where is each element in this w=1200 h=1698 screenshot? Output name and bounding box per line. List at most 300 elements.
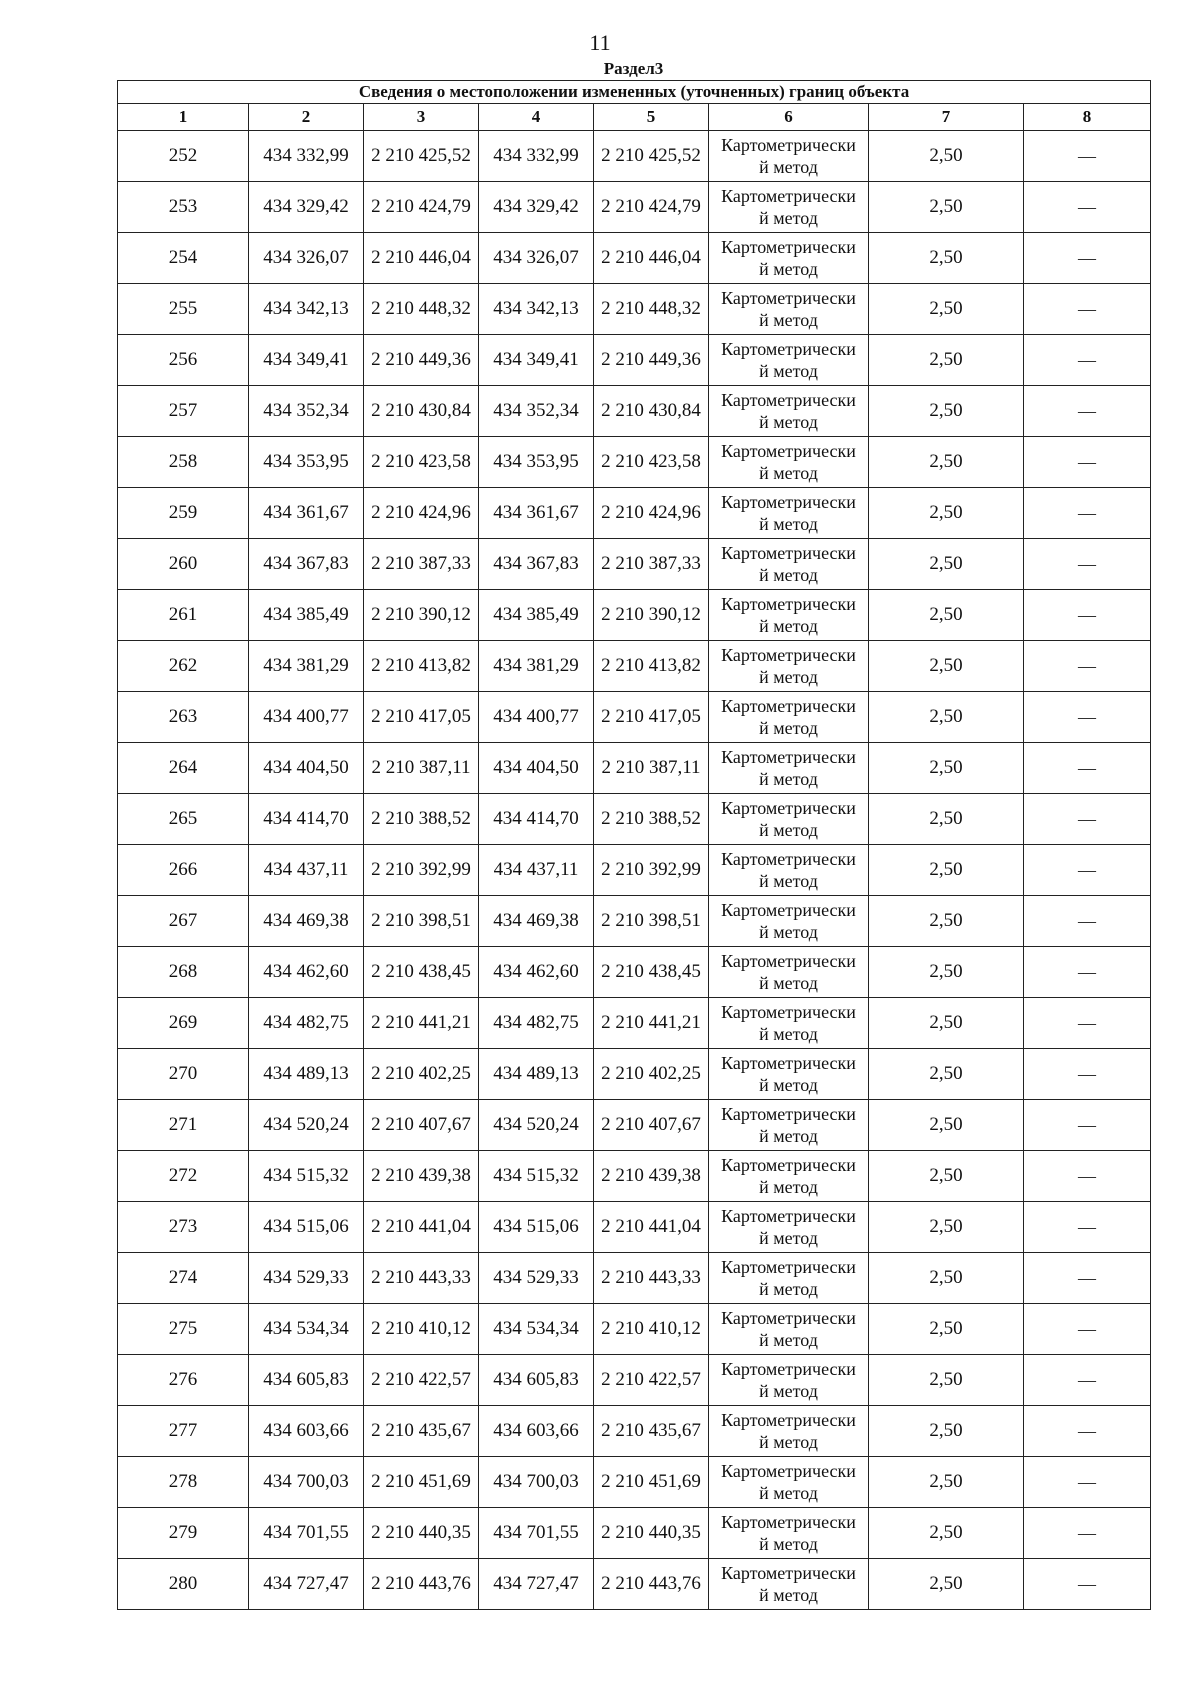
method-line-1: Картометрически xyxy=(721,288,856,308)
table-row xyxy=(118,131,1151,182)
refined-x: 434 529,33 xyxy=(479,1253,594,1304)
determination-method xyxy=(709,1253,869,1304)
column-number-row xyxy=(118,104,1151,131)
method-line-2: й метод xyxy=(759,1483,818,1503)
table-row xyxy=(118,947,1151,998)
refined-y: 2 210 439,38 xyxy=(594,1151,709,1202)
determination-method xyxy=(709,1049,869,1100)
method-line-2: й метод xyxy=(759,922,818,942)
point-number: 269 xyxy=(118,998,249,1049)
method-line-2: й метод xyxy=(759,310,818,330)
refined-x: 434 515,06 xyxy=(479,1202,594,1253)
refined-y: 2 210 424,96 xyxy=(594,488,709,539)
point-number: 276 xyxy=(118,1355,249,1406)
existing-y: 2 210 435,67 xyxy=(364,1406,479,1457)
description-empty: — xyxy=(1024,437,1151,488)
refined-x: 434 381,29 xyxy=(479,641,594,692)
refined-x: 434 605,83 xyxy=(479,1355,594,1406)
existing-x: 434 534,34 xyxy=(249,1304,364,1355)
point-number: 263 xyxy=(118,692,249,743)
refined-y: 2 210 449,36 xyxy=(594,335,709,386)
method-line-1: Картометрически xyxy=(721,1104,856,1124)
determination-method xyxy=(709,1559,869,1610)
description-empty: — xyxy=(1024,794,1151,845)
accuracy-value: 2,50 xyxy=(869,1508,1024,1559)
determination-method xyxy=(709,131,869,182)
description-empty: — xyxy=(1024,1253,1151,1304)
point-number: 270 xyxy=(118,1049,249,1100)
existing-y: 2 210 449,36 xyxy=(364,335,479,386)
point-number: 256 xyxy=(118,335,249,386)
method-line-2: й метод xyxy=(759,1534,818,1554)
table-row xyxy=(118,233,1151,284)
point-number: 277 xyxy=(118,1406,249,1457)
method-line-2: й метод xyxy=(759,1024,818,1044)
existing-x: 434 404,50 xyxy=(249,743,364,794)
method-line-2: й метод xyxy=(759,1432,818,1452)
accuracy-value: 2,50 xyxy=(869,1100,1024,1151)
accuracy-value: 2,50 xyxy=(869,743,1024,794)
point-number: 273 xyxy=(118,1202,249,1253)
refined-x: 434 353,95 xyxy=(479,437,594,488)
refined-x: 434 329,42 xyxy=(479,182,594,233)
existing-y: 2 210 448,32 xyxy=(364,284,479,335)
table-row xyxy=(118,1253,1151,1304)
existing-y: 2 210 440,35 xyxy=(364,1508,479,1559)
method-line-2: й метод xyxy=(759,667,818,687)
refined-y: 2 210 388,52 xyxy=(594,794,709,845)
method-line-1: Картометрически xyxy=(721,696,856,716)
method-line-1: Картометрически xyxy=(721,339,856,359)
point-number: 280 xyxy=(118,1559,249,1610)
accuracy-value: 2,50 xyxy=(869,998,1024,1049)
refined-y: 2 210 424,79 xyxy=(594,182,709,233)
method-line-2: й метод xyxy=(759,1126,818,1146)
determination-method xyxy=(709,182,869,233)
existing-x: 434 727,47 xyxy=(249,1559,364,1610)
table-row xyxy=(118,1508,1151,1559)
column-number-5: 5 xyxy=(594,104,709,131)
accuracy-value: 2,50 xyxy=(869,1559,1024,1610)
refined-x: 434 603,66 xyxy=(479,1406,594,1457)
method-line-1: Картометрически xyxy=(721,186,856,206)
accuracy-value: 2,50 xyxy=(869,794,1024,845)
accuracy-value: 2,50 xyxy=(869,947,1024,998)
accuracy-value: 2,50 xyxy=(869,641,1024,692)
refined-y: 2 210 422,57 xyxy=(594,1355,709,1406)
refined-x: 434 404,50 xyxy=(479,743,594,794)
existing-y: 2 210 441,04 xyxy=(364,1202,479,1253)
determination-method xyxy=(709,743,869,794)
method-line-2: й метод xyxy=(759,463,818,483)
accuracy-value: 2,50 xyxy=(869,386,1024,437)
point-number: 265 xyxy=(118,794,249,845)
existing-x: 434 603,66 xyxy=(249,1406,364,1457)
existing-y: 2 210 417,05 xyxy=(364,692,479,743)
refined-x: 434 342,13 xyxy=(479,284,594,335)
table-row xyxy=(118,1202,1151,1253)
point-number: 279 xyxy=(118,1508,249,1559)
refined-x: 434 400,77 xyxy=(479,692,594,743)
existing-y: 2 210 424,96 xyxy=(364,488,479,539)
refined-x: 434 361,67 xyxy=(479,488,594,539)
table-body xyxy=(118,131,1151,1610)
accuracy-value: 2,50 xyxy=(869,233,1024,284)
method-line-2: й метод xyxy=(759,1177,818,1197)
determination-method xyxy=(709,998,869,1049)
method-line-2: й метод xyxy=(759,820,818,840)
method-line-1: Картометрически xyxy=(721,441,856,461)
refined-x: 434 515,32 xyxy=(479,1151,594,1202)
boundary-coordinates-table xyxy=(117,80,1151,1610)
point-number: 255 xyxy=(118,284,249,335)
determination-method xyxy=(709,1100,869,1151)
table-row xyxy=(118,641,1151,692)
column-number-3: 3 xyxy=(364,104,479,131)
table-row xyxy=(118,1559,1151,1610)
determination-method xyxy=(709,845,869,896)
table-row xyxy=(118,896,1151,947)
existing-y: 2 210 430,84 xyxy=(364,386,479,437)
refined-x: 434 700,03 xyxy=(479,1457,594,1508)
method-line-2: й метод xyxy=(759,208,818,228)
point-number: 254 xyxy=(118,233,249,284)
method-line-1: Картометрически xyxy=(721,747,856,767)
point-number: 267 xyxy=(118,896,249,947)
description-empty: — xyxy=(1024,998,1151,1049)
point-number: 271 xyxy=(118,1100,249,1151)
method-line-1: Картометрически xyxy=(721,543,856,563)
existing-x: 434 414,70 xyxy=(249,794,364,845)
existing-y: 2 210 424,79 xyxy=(364,182,479,233)
existing-y: 2 210 439,38 xyxy=(364,1151,479,1202)
table-row xyxy=(118,284,1151,335)
refined-y: 2 210 398,51 xyxy=(594,896,709,947)
table-row xyxy=(118,1355,1151,1406)
table-row xyxy=(118,692,1151,743)
determination-method xyxy=(709,590,869,641)
accuracy-value: 2,50 xyxy=(869,1457,1024,1508)
existing-y: 2 210 443,33 xyxy=(364,1253,479,1304)
point-number: 260 xyxy=(118,539,249,590)
existing-y: 2 210 413,82 xyxy=(364,641,479,692)
description-empty: — xyxy=(1024,539,1151,590)
refined-y: 2 210 413,82 xyxy=(594,641,709,692)
method-line-1: Картометрически xyxy=(721,1206,856,1226)
existing-y: 2 210 438,45 xyxy=(364,947,479,998)
description-empty: — xyxy=(1024,131,1151,182)
existing-x: 434 361,67 xyxy=(249,488,364,539)
existing-x: 434 326,07 xyxy=(249,233,364,284)
point-number: 252 xyxy=(118,131,249,182)
description-empty: — xyxy=(1024,386,1151,437)
method-line-1: Картометрически xyxy=(721,390,856,410)
existing-x: 434 529,33 xyxy=(249,1253,364,1304)
determination-method xyxy=(709,692,869,743)
method-line-2: й метод xyxy=(759,1279,818,1299)
accuracy-value: 2,50 xyxy=(869,335,1024,386)
determination-method xyxy=(709,1355,869,1406)
method-line-2: й метод xyxy=(759,157,818,177)
existing-x: 434 701,55 xyxy=(249,1508,364,1559)
point-number: 253 xyxy=(118,182,249,233)
table-row xyxy=(118,1151,1151,1202)
existing-x: 434 605,83 xyxy=(249,1355,364,1406)
description-empty: — xyxy=(1024,896,1151,947)
method-line-2: й метод xyxy=(759,361,818,381)
determination-method xyxy=(709,233,869,284)
refined-x: 434 414,70 xyxy=(479,794,594,845)
existing-x: 434 385,49 xyxy=(249,590,364,641)
point-number: 258 xyxy=(118,437,249,488)
existing-y: 2 210 451,69 xyxy=(364,1457,479,1508)
description-empty: — xyxy=(1024,1355,1151,1406)
determination-method xyxy=(709,1406,869,1457)
description-empty: — xyxy=(1024,1406,1151,1457)
column-number-1: 1 xyxy=(118,104,249,131)
refined-x: 434 469,38 xyxy=(479,896,594,947)
point-number: 264 xyxy=(118,743,249,794)
existing-y: 2 210 407,67 xyxy=(364,1100,479,1151)
existing-y: 2 210 423,58 xyxy=(364,437,479,488)
refined-x: 434 489,13 xyxy=(479,1049,594,1100)
table-row xyxy=(118,335,1151,386)
refined-x: 434 352,34 xyxy=(479,386,594,437)
point-number: 268 xyxy=(118,947,249,998)
determination-method xyxy=(709,1304,869,1355)
accuracy-value: 2,50 xyxy=(869,131,1024,182)
method-line-1: Картометрически xyxy=(721,1155,856,1175)
document-body xyxy=(117,58,1150,1610)
description-empty: — xyxy=(1024,1151,1151,1202)
refined-y: 2 210 402,25 xyxy=(594,1049,709,1100)
point-number: 272 xyxy=(118,1151,249,1202)
point-number: 259 xyxy=(118,488,249,539)
method-line-1: Картометрически xyxy=(721,1512,856,1532)
determination-method xyxy=(709,641,869,692)
method-line-1: Картометрически xyxy=(721,900,856,920)
existing-x: 434 700,03 xyxy=(249,1457,364,1508)
method-line-2: й метод xyxy=(759,514,818,534)
refined-x: 434 701,55 xyxy=(479,1508,594,1559)
description-empty: — xyxy=(1024,1202,1151,1253)
page-number: 11 xyxy=(589,30,611,55)
accuracy-value: 2,50 xyxy=(869,692,1024,743)
existing-x: 434 482,75 xyxy=(249,998,364,1049)
refined-y: 2 210 438,45 xyxy=(594,947,709,998)
accuracy-value: 2,50 xyxy=(869,1151,1024,1202)
description-empty: — xyxy=(1024,845,1151,896)
determination-method xyxy=(709,896,869,947)
determination-method xyxy=(709,1508,869,1559)
existing-y: 2 210 446,04 xyxy=(364,233,479,284)
refined-y: 2 210 430,84 xyxy=(594,386,709,437)
table-row xyxy=(118,182,1151,233)
method-line-1: Картометрически xyxy=(721,849,856,869)
determination-method xyxy=(709,1457,869,1508)
method-line-2: й метод xyxy=(759,412,818,432)
method-line-1: Картометрически xyxy=(721,1410,856,1430)
method-line-2: й метод xyxy=(759,871,818,891)
method-line-1: Картометрически xyxy=(721,492,856,512)
method-line-1: Картометрически xyxy=(721,798,856,818)
method-line-1: Картометрически xyxy=(721,1053,856,1073)
existing-x: 434 367,83 xyxy=(249,539,364,590)
column-number-7: 7 xyxy=(869,104,1024,131)
refined-y: 2 210 407,67 xyxy=(594,1100,709,1151)
existing-y: 2 210 387,33 xyxy=(364,539,479,590)
refined-x: 434 332,99 xyxy=(479,131,594,182)
description-empty: — xyxy=(1024,284,1151,335)
table-row xyxy=(118,1406,1151,1457)
refined-x: 434 385,49 xyxy=(479,590,594,641)
existing-x: 434 329,42 xyxy=(249,182,364,233)
existing-x: 434 469,38 xyxy=(249,896,364,947)
description-empty: — xyxy=(1024,641,1151,692)
accuracy-value: 2,50 xyxy=(869,896,1024,947)
description-empty: — xyxy=(1024,1457,1151,1508)
existing-x: 434 437,11 xyxy=(249,845,364,896)
method-line-1: Картометрически xyxy=(721,237,856,257)
method-line-1: Картометрически xyxy=(721,1359,856,1379)
point-number: 257 xyxy=(118,386,249,437)
refined-y: 2 210 440,35 xyxy=(594,1508,709,1559)
refined-x: 434 367,83 xyxy=(479,539,594,590)
determination-method xyxy=(709,284,869,335)
existing-x: 434 332,99 xyxy=(249,131,364,182)
column-number-8: 8 xyxy=(1024,104,1151,131)
refined-y: 2 210 392,99 xyxy=(594,845,709,896)
section-title: Раздел3 xyxy=(603,59,664,78)
determination-method xyxy=(709,335,869,386)
table-row xyxy=(118,1100,1151,1151)
refined-x: 434 482,75 xyxy=(479,998,594,1049)
refined-x: 434 437,11 xyxy=(479,845,594,896)
point-number: 266 xyxy=(118,845,249,896)
accuracy-value: 2,50 xyxy=(869,1304,1024,1355)
point-number: 274 xyxy=(118,1253,249,1304)
description-empty: — xyxy=(1024,743,1151,794)
column-number-6: 6 xyxy=(709,104,869,131)
existing-y: 2 210 425,52 xyxy=(364,131,479,182)
determination-method xyxy=(709,539,869,590)
method-line-2: й метод xyxy=(759,1585,818,1605)
description-empty: — xyxy=(1024,1508,1151,1559)
description-empty: — xyxy=(1024,1559,1151,1610)
existing-x: 434 520,24 xyxy=(249,1100,364,1151)
existing-x: 434 381,29 xyxy=(249,641,364,692)
description-empty: — xyxy=(1024,182,1151,233)
refined-y: 2 210 446,04 xyxy=(594,233,709,284)
refined-x: 434 727,47 xyxy=(479,1559,594,1610)
description-empty: — xyxy=(1024,335,1151,386)
table-row xyxy=(118,437,1151,488)
refined-y: 2 210 417,05 xyxy=(594,692,709,743)
table-row xyxy=(118,1304,1151,1355)
existing-y: 2 210 410,12 xyxy=(364,1304,479,1355)
existing-x: 434 462,60 xyxy=(249,947,364,998)
refined-y: 2 210 390,12 xyxy=(594,590,709,641)
existing-x: 434 342,13 xyxy=(249,284,364,335)
refined-x: 434 520,24 xyxy=(479,1100,594,1151)
method-line-2: й метод xyxy=(759,565,818,585)
accuracy-value: 2,50 xyxy=(869,590,1024,641)
point-number: 278 xyxy=(118,1457,249,1508)
existing-x: 434 489,13 xyxy=(249,1049,364,1100)
determination-method xyxy=(709,1202,869,1253)
accuracy-value: 2,50 xyxy=(869,284,1024,335)
refined-y: 2 210 441,21 xyxy=(594,998,709,1049)
method-line-2: й метод xyxy=(759,616,818,636)
method-line-2: й метод xyxy=(759,259,818,279)
column-number-4: 4 xyxy=(479,104,594,131)
table-row xyxy=(118,743,1151,794)
method-line-1: Картометрически xyxy=(721,1257,856,1277)
description-empty: — xyxy=(1024,488,1151,539)
accuracy-value: 2,50 xyxy=(869,539,1024,590)
method-line-2: й метод xyxy=(759,1330,818,1350)
refined-y: 2 210 441,04 xyxy=(594,1202,709,1253)
existing-x: 434 349,41 xyxy=(249,335,364,386)
existing-y: 2 210 398,51 xyxy=(364,896,479,947)
refined-x: 434 462,60 xyxy=(479,947,594,998)
existing-y: 2 210 387,11 xyxy=(364,743,479,794)
accuracy-value: 2,50 xyxy=(869,1253,1024,1304)
description-empty: — xyxy=(1024,692,1151,743)
existing-y: 2 210 392,99 xyxy=(364,845,479,896)
refined-y: 2 210 435,67 xyxy=(594,1406,709,1457)
table-row xyxy=(118,1049,1151,1100)
existing-x: 434 400,77 xyxy=(249,692,364,743)
determination-method xyxy=(709,386,869,437)
method-line-1: Картометрически xyxy=(721,1563,856,1583)
existing-y: 2 210 441,21 xyxy=(364,998,479,1049)
refined-y: 2 210 387,33 xyxy=(594,539,709,590)
existing-x: 434 352,34 xyxy=(249,386,364,437)
existing-y: 2 210 388,52 xyxy=(364,794,479,845)
method-line-2: й метод xyxy=(759,1075,818,1095)
determination-method xyxy=(709,437,869,488)
table-row xyxy=(118,539,1151,590)
accuracy-value: 2,50 xyxy=(869,488,1024,539)
existing-x: 434 515,32 xyxy=(249,1151,364,1202)
description-empty: — xyxy=(1024,1304,1151,1355)
accuracy-value: 2,50 xyxy=(869,1202,1024,1253)
method-line-2: й метод xyxy=(759,1228,818,1248)
refined-y: 2 210 410,12 xyxy=(594,1304,709,1355)
refined-y: 2 210 448,32 xyxy=(594,284,709,335)
refined-x: 434 349,41 xyxy=(479,335,594,386)
method-line-2: й метод xyxy=(759,973,818,993)
method-line-1: Картометрически xyxy=(721,135,856,155)
table-row xyxy=(118,488,1151,539)
method-line-1: Картометрически xyxy=(721,1308,856,1328)
method-line-2: й метод xyxy=(759,769,818,789)
accuracy-value: 2,50 xyxy=(869,437,1024,488)
refined-y: 2 210 451,69 xyxy=(594,1457,709,1508)
refined-y: 2 210 387,11 xyxy=(594,743,709,794)
method-line-1: Картометрически xyxy=(721,951,856,971)
method-line-1: Картометрически xyxy=(721,1461,856,1481)
existing-y: 2 210 443,76 xyxy=(364,1559,479,1610)
table-row xyxy=(118,998,1151,1049)
accuracy-value: 2,50 xyxy=(869,1406,1024,1457)
method-line-1: Картометрически xyxy=(721,594,856,614)
existing-x: 434 515,06 xyxy=(249,1202,364,1253)
refined-x: 434 534,34 xyxy=(479,1304,594,1355)
table-row xyxy=(118,845,1151,896)
determination-method xyxy=(709,794,869,845)
